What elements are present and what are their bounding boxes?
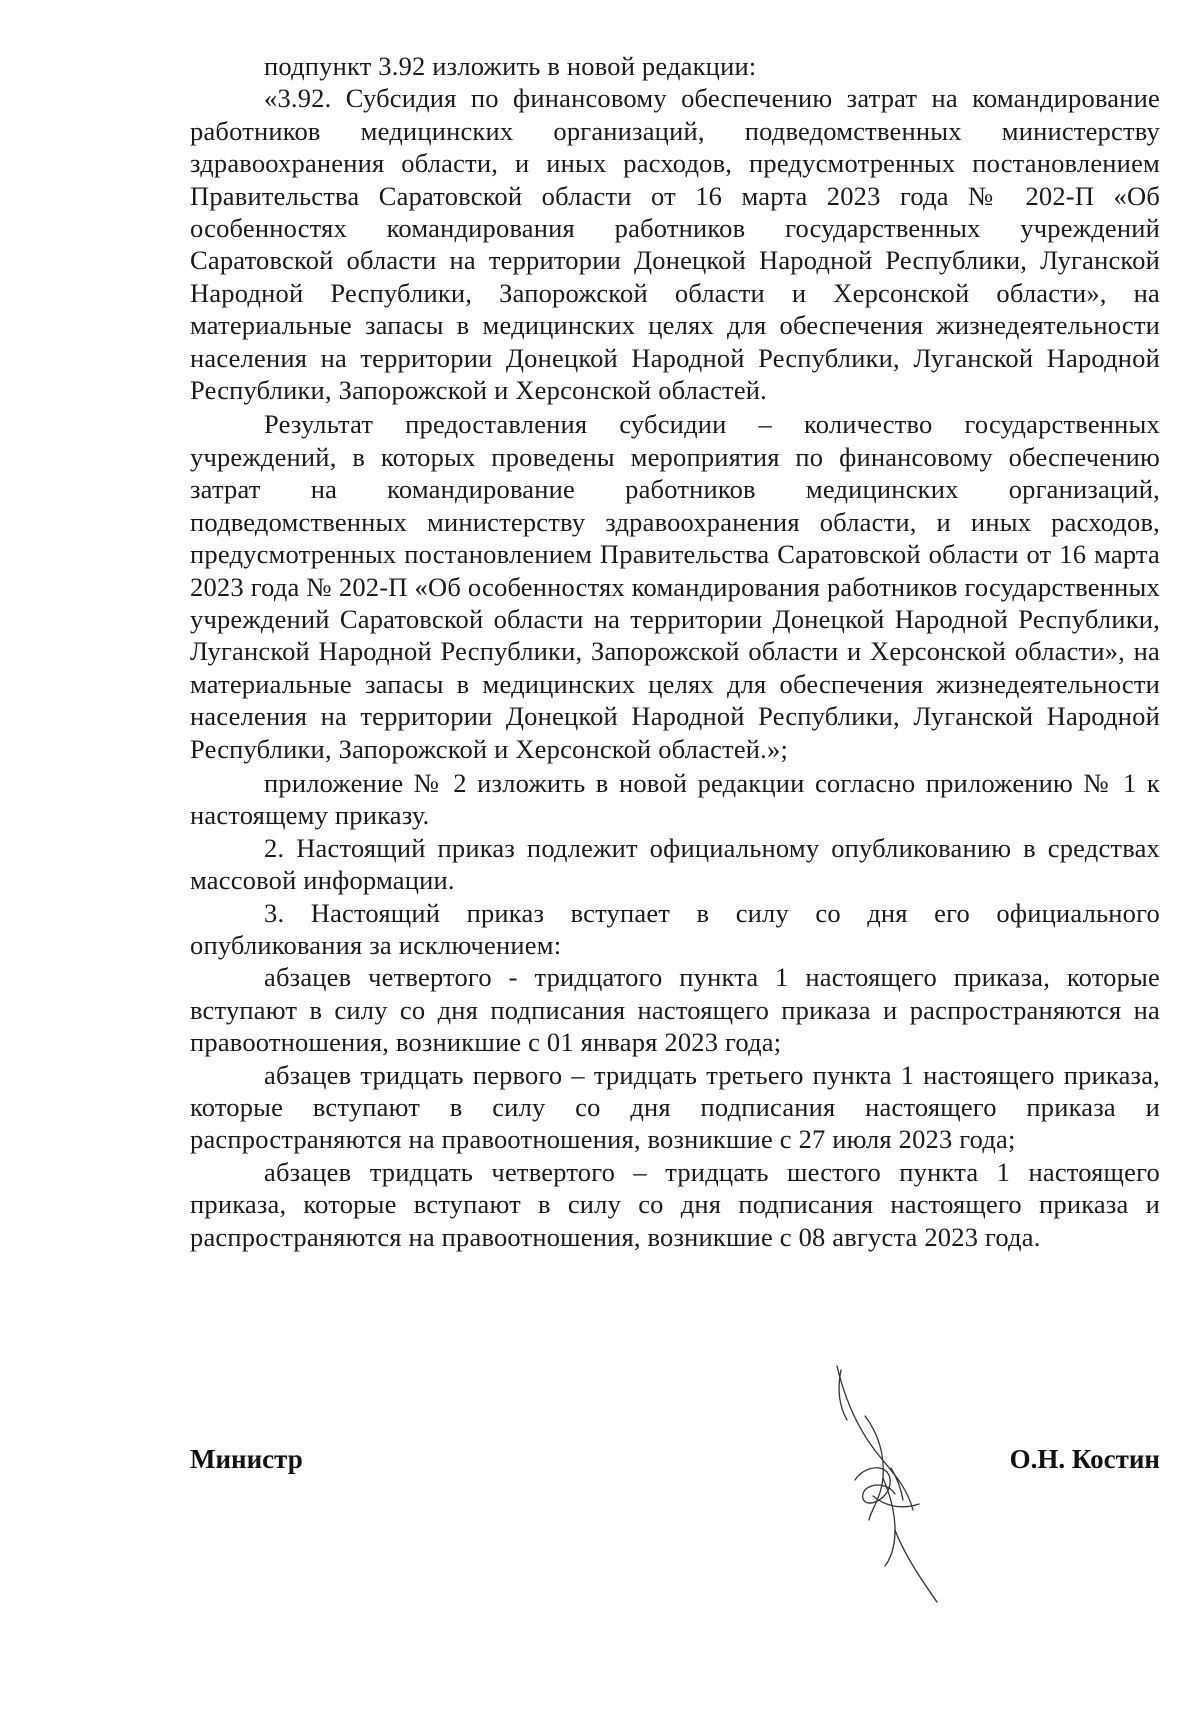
- document-body: [190, 50, 1160, 1253]
- paragraph-exception-1: абзацев четвертого - тридцатого пункта 1 настоящего приказа, которые вступают в силу со дня подписания настоящего приказа и распространяются на правоотношения, возникшие с 01 января 2023 года;: [190, 962, 1160, 1058]
- paragraph-effective-date: 3. Настоящий приказ вступает в силу со дня его официального опубликования за исключением:: [190, 897, 1160, 960]
- paragraph-publication: 2. Настоящий приказ подлежит официальному опубликованию в средствах массовой информации.: [190, 832, 1160, 896]
- paragraph-subsidy-result: Результат предоставления субсидии – количество государственных учреждений, в которых проведены мероприятия по финансовому обеспечению затрат на командирование работников медицинских организаций, подведомственных министерству здравоохранения области, и иных расходов, предусмотренных постановлением Правительства Саратовской области от 16 марта 2023 года № 202-П «Об особенностях командирования работников государственных учреждений Саратовской области на территории Донецкой Народной Республики, Луганской Народной Республики, Запорожской области и Херсонской области», на материальные запасы в медицинских целях для обеспечения жизнедеятельности населения на территории Донецкой Народной Республики, Луганской Народной Республики, Запорожской и Херсонской областей.»;: [190, 409, 1160, 764]
- paragraph-appendix-2: приложение № 2 изложить в новой редакции согласно приложению № 1 к настоящему приказу.: [190, 767, 1160, 831]
- signatory-name: О.Н. Костин: [1009, 1444, 1160, 1474]
- signatory-title: Министр: [190, 1444, 303, 1474]
- signature-block: [190, 1444, 1160, 1484]
- paragraph-subpoint-intro: подпункт 3.92 изложить в новой редакции:: [264, 51, 757, 81]
- paragraph-exception-2: абзацев тридцать первого – тридцать третьего пункта 1 настоящего приказа, которые вступают в силу со дня подписания настоящего приказа и распространяются на правоотношения, возникшие с 27 июля 2023 года;: [190, 1059, 1160, 1155]
- paragraph-exception-3: абзацев тридцать четвертого – тридцать шестого пункта 1 настоящего приказа, которые вступают в силу со дня подписания настоящего приказа и распространяются на правоотношения, возникшие с 08 августа 2023 года.: [190, 1156, 1160, 1252]
- paragraph-subsidy-3-92: «3.92. Субсидия по финансовому обеспечению затрат на командирование работников медицинских организаций, подведомственных министерству здравоохранения области, и иных расходов, предусмотренных постановлением Правительства Саратовской области от 16 марта 2023 года № 202-П «Об особенностях командирования работников государственных учреждений Саратовской области на территории Донецкой Народной Республики, Луганской Народной Республики, Запорожской области и Херсонской области», на материальные запасы в медицинских целях для обеспечения жизнедеятельности населения на территории Донецкой Народной Республики, Луганской Народной Республики, Запорожской и Херсонской областей.: [190, 83, 1160, 406]
- handwritten-signature: [825, 1360, 965, 1610]
